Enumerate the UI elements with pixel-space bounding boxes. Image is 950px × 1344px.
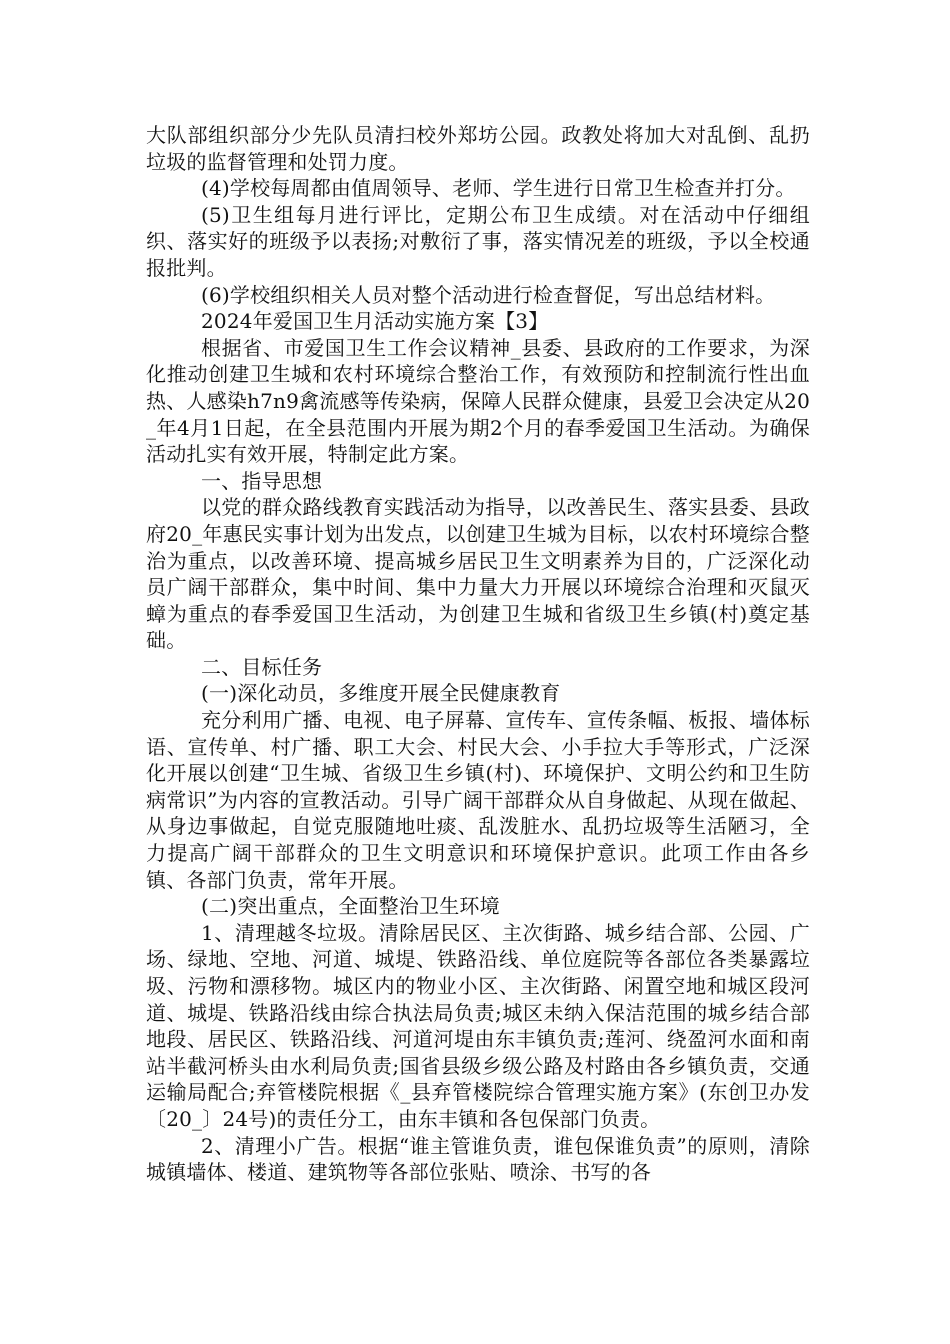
paragraph-3: (5)卫生组每月进行评比，定期公布卫生成绩。对在活动中仔细组织、落实好的班级予以表扬;对敷衍了事，落实情况差的班级，予以全校通报批判。	[146, 202, 810, 280]
heading-goals-tasks: 二、目标任务	[201, 654, 323, 679]
paragraph-4: (6)学校组织相关人员对整个活动进行检查督促，写出总结材料。	[201, 282, 776, 307]
paragraph-clear-garbage: 1、清理越冬垃圾。清除居民区、主次街路、城乡结合部、公园、广场、绿地、空地、河道、城堤、铁路沿线、单位庭院等各部位各类暴露垃圾、污物和漂移物。城区内的物业小区、主次街路、闲置空地和城区段河道、城堤、铁路沿线由综合执法局负责;城区未纳入保洁范围的城乡结合部地段、居民区、铁路沿线、河道河堤由东丰镇负责;莲河、绕盈河水面和南站半截河桥头由水利局负责;国省县级乡级公路及村路由各乡镇负责，交通运输局配合;弃管楼院根据《_县弃管楼院综合管理实施方案》(东创卫办发〔20_〕24号)的责任分工，由东丰镇和各包保部门负责。	[146, 920, 810, 1131]
subheading-health-education: (一)深化动员，多维度开展全民健康教育	[201, 681, 561, 706]
document-body	[146, 122, 810, 1186]
section-title: 2024年爱国卫生月活动实施方案【3】	[201, 309, 549, 334]
paragraph-health-education: 充分利用广播、电视、电子屏幕、宣传车、宣传条幅、板报、墙体标语、宣传单、村广播、职工大会、村民大会、小手拉大手等形式，广泛深化开展以创建“卫生城、省级卫生乡镇(村)、环境保护、文明公约和卫生防病常识”为内容的宣教活动。引导广阔干部群众从自身做起、从现在做起、从身边事做起，自觉克服随地吐痰、乱泼脏水、乱扔垃圾等生活陋习，全力提高广阔干部群众的卫生文明意识和环境保护意识。此项工作由各乡镇、各部门负责，常年开展。	[146, 708, 810, 892]
paragraph-guiding-ideology: 以党的群众路线教育实践活动为指导，以改善民生、落实县委、县政府20_年惠民实事计划为出发点，以创建卫生城为目标，以农村环境综合整治为重点，以改善环境、提高城乡居民卫生文明素养为目的，广泛深化动员广阔干部群众，集中时间、集中力量大力开展以环境综合治理和灭鼠灭蟑为重点的春季爱国卫生活动，为创建卫生城和省级卫生乡镇(村)奠定基础。	[146, 495, 810, 653]
paragraph-intro: 根据省、市爱国卫生工作会议精神_县委、县政府的工作要求，为深化推动创建卫生城和农村环境综合整治工作，有效预防和控制流行性出血热、人感染h7n9禽流感等传染病，保障人民群众健康，县爱卫会决定从20_年4月1日起，在全县范围内开展为期2个月的春季爱国卫生活动。为确保活动扎实有效开展，特制定此方案。	[146, 335, 810, 467]
paragraph-2: (4)学校每周都由值周领导、老师、学生进行日常卫生检查并打分。	[201, 176, 796, 201]
subheading-environment: (二)突出重点，全面整治卫生环境	[201, 894, 500, 919]
heading-guiding-ideology: 一、指导思想	[201, 468, 323, 493]
paragraph-clear-ads: 2、清理小广告。根据“谁主管谁负责，谁包保谁负责”的原则，清除城镇墙体、楼道、建筑物等各部位张贴、喷涂、书写的各	[146, 1133, 810, 1185]
paragraph-1: 大队部组织部分少先队员清扫校外郑坊公园。政教处将加大对乱倒、乱扔垃圾的监督管理和处罚力度。	[146, 123, 810, 174]
